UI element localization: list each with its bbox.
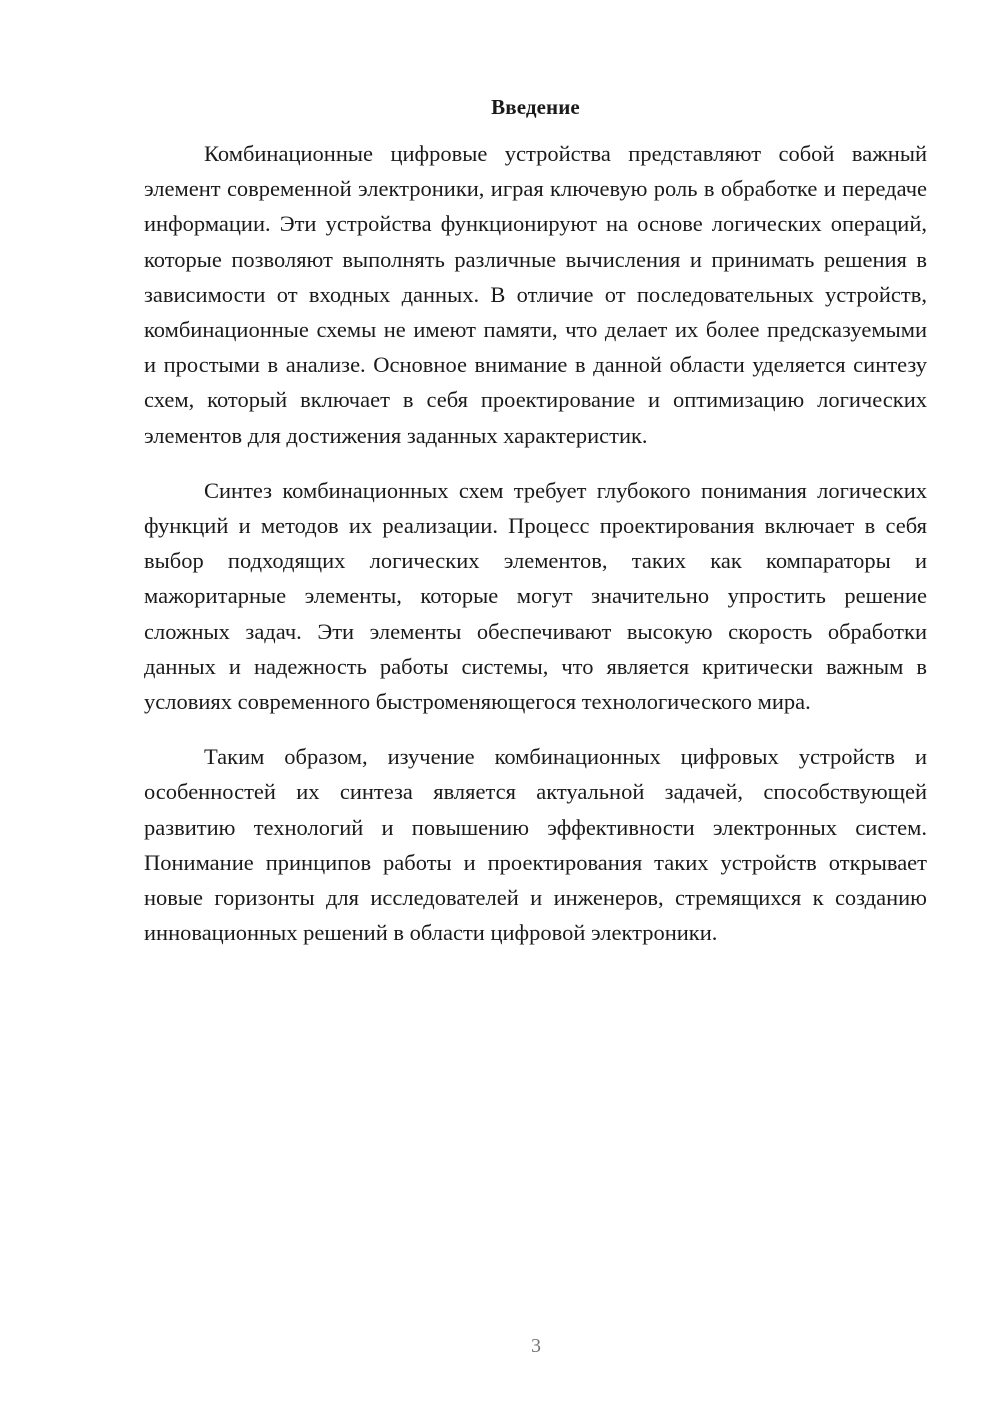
paragraph-1: Комбинационные цифровые устройства представляют собой важный элемент современной электроники, играя ключевую роль в обработке и передаче информации. Эти устройства функционируют на основе логических операций, которые позволяют выполнять различные вычисления и принимать решения в зависимости от входных данных. В отличие от последовательных устройств, комбинационные схемы не имеют памяти, что делает их более предсказуемыми и простыми в анализе. Основное внимание в данной области уделяется синтезу схем, который включает в себя проектирование и оптимизацию логических элементов для достижения заданных характеристик. [144,141,927,448]
paragraph-2: Синтез комбинационных схем требует глубокого понимания логических функций и методов их реализации. Процесс проектирования включает в себя выбор подходящих логических элементов, таких как компараторы и мажоритарные элементы, которые могут значительно упростить решение сложных задач. Эти элементы обеспечивают высокую скорость обработки данных и надежность работы системы, что является критически важным в условиях современного быстроменяющегося технологического мира. [144,477,927,715]
page-number: 3 [531,1335,541,1357]
paragraph-3: Таким образом, изучение комбинационных цифровых устройств и особенностей их синтеза является актуальной задачей, способствующей развитию технологий и повышению эффективности электронных систем. Понимание принципов работы и проектирования таких устройств открывает новые горизонты для исследователей и инженеров, стремящихся к созданию инновационных решений в области цифровой электроники. [144,744,927,946]
page-title: Введение [491,95,580,119]
page-content [144,92,927,950]
